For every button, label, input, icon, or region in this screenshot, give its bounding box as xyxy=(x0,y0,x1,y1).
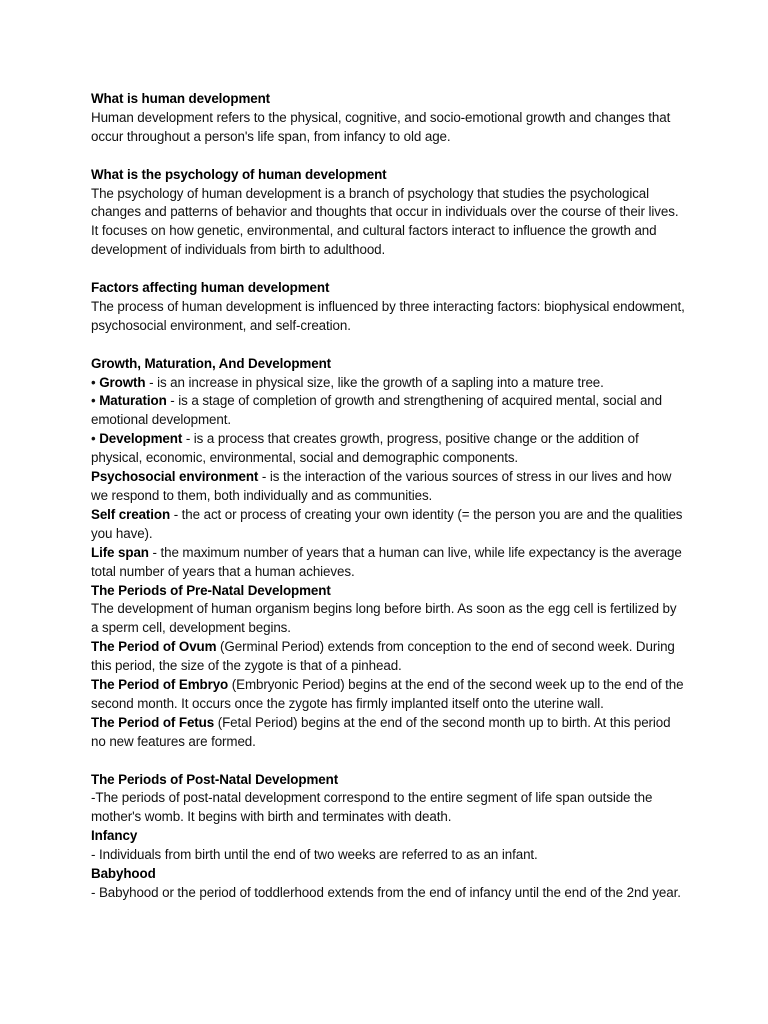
heading-what-is-human-development: What is human development xyxy=(91,91,271,106)
heading-psychology-of-human-development: What is the psychology of human development xyxy=(91,166,387,182)
bullet: • xyxy=(91,393,100,409)
paragraph-babyhood: - Babyhood or the period of toddlerhood extends from the end of infancy until the end of the 2nd year. xyxy=(91,885,681,900)
heading-postnatal: The Periods of Post-Natal Development xyxy=(91,771,339,787)
paragraph-psychology: The psychology of human development is a branch of psychology that studies the psychological changes and patterns of behavior and thoughts that occur in individuals over the course of their lives. It focuses on how genetic, environmental, and cultural factors interact to influence the growth and development of individuals from birth to adulthood. xyxy=(91,185,679,258)
paragraph-prenatal: The development of human organism begins long before birth. As soon as the egg cell is fertilized by a sperm cell, development begins. xyxy=(91,601,677,636)
def-development: - is a process that creates growth, progress, positive change or the addition of physical, economic, environmental, social and demographic components. xyxy=(91,431,639,466)
def-self-creation: - the act or process of creating your own identity (= the person you are and the qualities you have). xyxy=(91,506,683,541)
def-growth: - is an increase in physical size, like the growth of a sapling into a mature tree. xyxy=(145,374,604,390)
definition-development xyxy=(91,430,686,468)
term-ovum: The Period of Ovum xyxy=(91,639,217,655)
document-page xyxy=(91,90,686,903)
definition-period-of-embryo xyxy=(91,676,686,714)
heading-growth-maturation-development: Growth, Maturation, And Development xyxy=(91,355,332,371)
def-fetus: (Fetal Period) begins at the end of the second month up to birth. At this period no new features are formed. xyxy=(91,714,671,749)
paragraph-factors: The process of human development is influenced by three interacting factors: biophysical endowment, psychosocial environment, and self-creation. xyxy=(91,298,685,333)
term-growth: Growth xyxy=(99,374,146,390)
heading-factors: Factors affecting human development xyxy=(91,280,330,296)
heading-infancy: Infancy xyxy=(91,828,138,844)
definition-life-span xyxy=(91,544,686,582)
def-psychosocial: - is the interaction of the various sources of stress in our lives and how we respond to them, both individually and as communities. xyxy=(91,469,672,503)
heading-prenatal: The Periods of Pre-Natal Development xyxy=(91,582,331,598)
definition-period-of-fetus xyxy=(91,714,686,752)
paragraph-human-development: Human development refers to the physical, cognitive, and socio-emotional growth and changes that occur throughout a person's life span, from infancy to old age. xyxy=(91,109,671,144)
term-self-creation: Self creation xyxy=(91,506,171,522)
definition-growth xyxy=(91,374,686,393)
definition-period-of-ovum xyxy=(91,638,686,676)
paragraph-postnatal: -The periods of post-natal development correspond to the entire segment of life span outside the mother's womb. It begins with birth and terminates with death. xyxy=(91,790,653,825)
def-embryo: (Embryonic Period) begins at the end of the second week up to the end of the second month. It occurs once the zygote has firmly implanted itself onto the uterine wall. xyxy=(91,677,684,711)
term-development: Development xyxy=(99,431,183,447)
def-ovum: (Germinal Period) extends from conception to the end of second week. During this period, the size of the zygote is that of a pinhead. xyxy=(91,639,675,674)
def-maturation: - is a stage of completion of growth and strengthening of acquired mental, social and emotional development. xyxy=(91,393,662,428)
paragraph-infancy: - Individuals from birth until the end of two weeks are referred to as an infant. xyxy=(91,847,538,863)
term-embryo: The Period of Embryo xyxy=(91,677,229,693)
definition-maturation xyxy=(91,392,686,430)
def-life-span: - the maximum number of years that a human can live, while life expectancy is the average total number of years that a human achieves. xyxy=(91,544,682,579)
term-life-span: Life span xyxy=(91,544,149,560)
definition-psychosocial-environment xyxy=(91,468,686,506)
term-psychosocial: Psychosocial environment xyxy=(91,469,259,485)
bullet: • xyxy=(91,431,100,447)
bullet: • xyxy=(91,374,100,390)
term-fetus: The Period of Fetus xyxy=(91,714,215,730)
term-maturation: Maturation xyxy=(99,393,167,409)
heading-babyhood: Babyhood xyxy=(91,866,156,882)
definition-self-creation xyxy=(91,506,686,544)
